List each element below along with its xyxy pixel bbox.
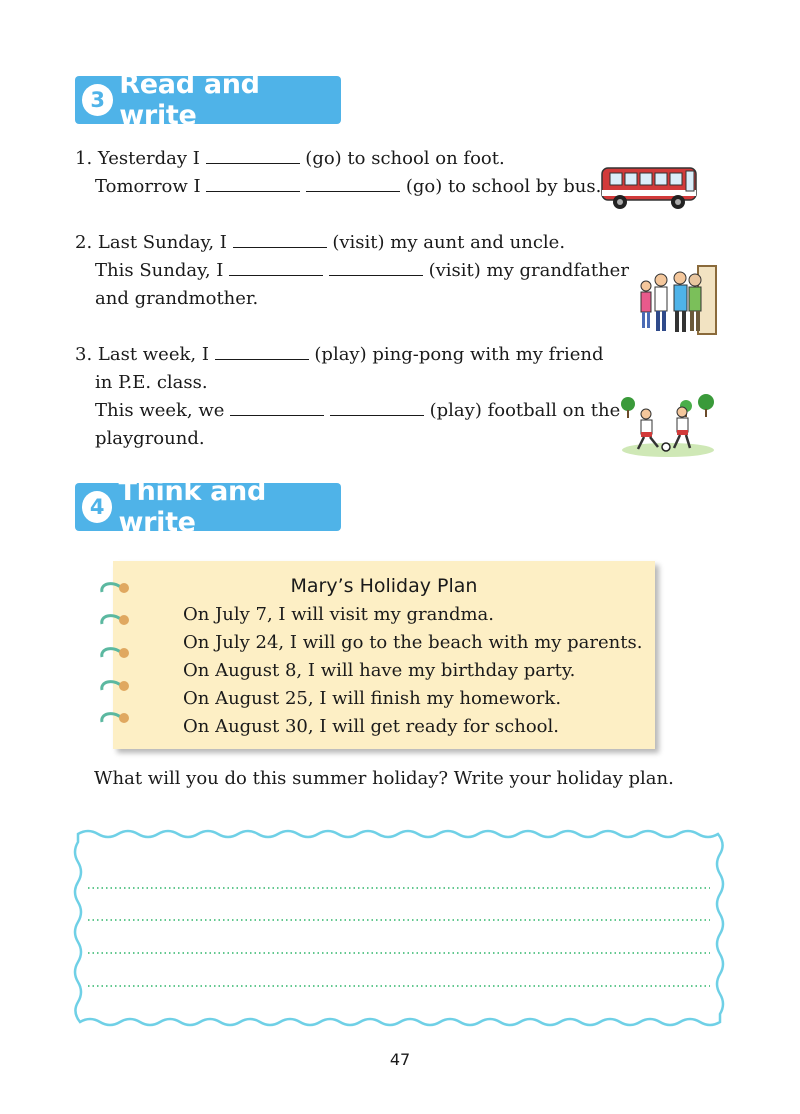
football-illustration xyxy=(620,392,716,458)
plan-item: On July 7, I will visit my grandma. xyxy=(183,604,494,625)
answer-blank[interactable] xyxy=(330,400,424,416)
answer-blank[interactable] xyxy=(215,344,309,360)
exercise-3-line-1: 3. Last week, I (play) ping-pong with my friend xyxy=(75,344,604,365)
spiral-ring-icon xyxy=(98,676,134,696)
exercise-1-line-1: 1. Yesterday I (go) to school on foot. xyxy=(75,148,505,169)
section-3-header xyxy=(75,69,341,131)
section-3-number: 3 xyxy=(82,84,113,116)
section-4-header xyxy=(75,476,341,538)
plan-item: On July 24, I will go to the beach with my parents. xyxy=(183,632,643,653)
section-3-title: Read and write xyxy=(119,69,260,131)
answer-blank[interactable] xyxy=(329,260,423,276)
spiral-ring-icon xyxy=(98,643,134,663)
exercise-3-line-4: playground. xyxy=(95,428,205,449)
answer-blank[interactable] xyxy=(306,176,400,192)
exercise-2-line-3: and grandmother. xyxy=(95,288,259,309)
page-number: 47 xyxy=(389,1050,411,1069)
exercise-2-line-1: 2. Last Sunday, I (visit) my aunt and uncle. xyxy=(75,232,566,253)
answer-blank[interactable] xyxy=(229,260,323,276)
spiral-ring-icon xyxy=(98,708,134,728)
exercise-3-line-3: This week, we (play) football on the xyxy=(95,400,621,421)
exercise-3-line-2: in P.E. class. xyxy=(95,372,208,393)
card-title: Mary’s Holiday Plan xyxy=(290,575,478,597)
exercise-2-line-2: This Sunday, I (visit) my grandfather xyxy=(95,260,629,281)
spiral-ring-icon xyxy=(98,578,134,598)
writing-area[interactable] xyxy=(70,826,730,1032)
plan-item: On August 30, I will get ready for school. xyxy=(183,716,559,737)
holiday-plan-card xyxy=(113,561,655,749)
section-4-number: 4 xyxy=(82,491,112,523)
answer-blank[interactable] xyxy=(230,400,324,416)
section-4-title: Think and write xyxy=(118,476,266,538)
writing-prompt: What will you do this summer holiday? Write your holiday plan. xyxy=(94,768,674,789)
family-visit-illustration xyxy=(634,264,720,338)
plan-item: On August 8, I will have my birthday party. xyxy=(183,660,576,681)
bus-illustration xyxy=(600,164,700,212)
answer-blank[interactable] xyxy=(206,148,300,164)
spiral-ring-icon xyxy=(98,610,134,630)
plan-item: On August 25, I will finish my homework. xyxy=(183,688,562,709)
answer-blank[interactable] xyxy=(206,176,300,192)
exercise-1-line-2: Tomorrow I (go) to school by bus. xyxy=(95,176,602,197)
answer-blank[interactable] xyxy=(233,232,327,248)
